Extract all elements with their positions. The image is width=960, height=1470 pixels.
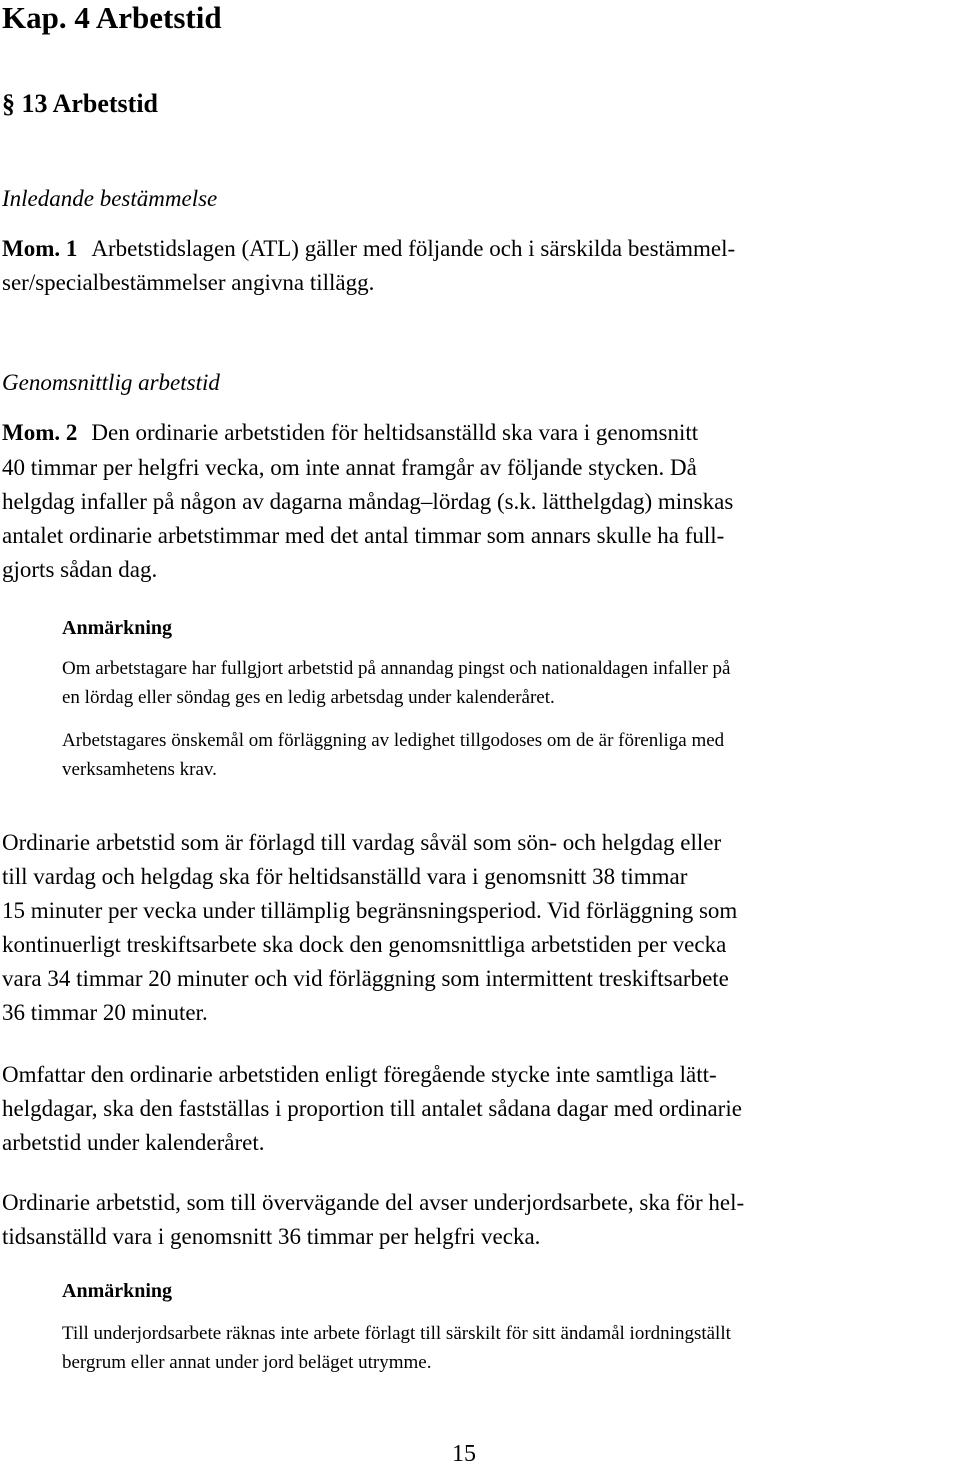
note2-p1-line-1: Till underjordsarbete räknas inte arbete förlagt till särskilt för sitt ändamål iordningställt: [62, 1323, 731, 1344]
para2-line-3: arbetstid under kalenderåret.: [2, 1130, 265, 1155]
chapter-title: Kap. 4 Arbetstid: [2, 0, 222, 35]
para3-line-1: Ordinarie arbetstid, som till övervägande del avser underjordsarbete, ska för hel-: [2, 1190, 745, 1215]
mom1-line-1: [2, 236, 735, 262]
subheading-genomsnittlig: Genomsnittlig arbetstid: [2, 370, 220, 395]
mom2-line-3: helgdag infaller på någon av dagarna måndag–lördag (s.k. lätthelgdag) minskas: [2, 489, 734, 514]
page-number: 15: [452, 1441, 476, 1467]
mom2-line-5: gjorts sådan dag.: [2, 557, 158, 582]
para2-line-2: helgdagar, ska den fastställas i proportion till antalet sådana dagar med ordinarie: [2, 1096, 742, 1121]
note2-heading: Anmärkning: [62, 1280, 173, 1302]
mom1-line-2: ser/specialbestämmelser angivna tillägg.: [2, 270, 375, 295]
para3-line-2: tidsanställd vara i genomsnitt 36 timmar per helgfri vecka.: [2, 1224, 541, 1249]
para2-line-1: Omfattar den ordinarie arbetstiden enligt föregående stycke inte samtliga lätt-: [2, 1062, 717, 1087]
section-title: § 13 Arbetstid: [2, 89, 158, 118]
mom2-text: Den ordinarie arbetstiden för heltidsanställd ska vara i genomsnitt: [91, 420, 699, 445]
note1-p2-line-2: verksamhetens krav.: [62, 759, 217, 780]
mom1-label: Mom. 1: [2, 236, 78, 261]
mom2-line-1: [2, 420, 698, 446]
note1-heading: Anmärkning: [62, 617, 173, 639]
para1-line-3: 15 minuter per vecka under tillämplig begränsningsperiod. Vid förläggning som: [2, 898, 738, 923]
para1-line-4: kontinuerligt treskiftsarbete ska dock den genomsnittliga arbetstiden per vecka: [2, 932, 727, 957]
mom2-line-2: 40 timmar per helgfri vecka, om inte annat framgår av följande stycken. Då: [2, 455, 697, 480]
note1-p1-line-1: Om arbetstagare har fullgjort arbetstid på annandag pingst och nationaldagen infaller på: [62, 658, 731, 679]
para1-line-6: 36 timmar 20 minuter.: [2, 1000, 208, 1025]
note1-p1-line-2: en lördag eller söndag ges en ledig arbetsdag under kalenderåret.: [62, 687, 555, 708]
para1-line-1: Ordinarie arbetstid som är förlagd till vardag såväl som sön- och helgdag eller: [2, 830, 722, 855]
mom2-line-4: antalet ordinarie arbetstimmar med det antal timmar som annars skulle ha full-: [2, 523, 725, 548]
subheading-inledande: Inledande bestämmelse: [2, 186, 218, 211]
note1-p2-line-1: Arbetstagares önskemål om förläggning av ledighet tillgodoses om de är förenliga med: [62, 730, 725, 751]
mom2-label: Mom. 2: [2, 420, 78, 445]
mom1-text: Arbetstidslagen (ATL) gäller med följande och i särskilda bestämmel-: [91, 236, 736, 261]
para1-line-5: vara 34 timmar 20 minuter och vid förläggning som intermittent treskiftsarbete: [2, 966, 729, 991]
para1-line-2: till vardag och helgdag ska för heltidsanställd vara i genomsnitt 38 timmar: [2, 864, 688, 889]
note2-p1-line-2: bergrum eller annat under jord beläget utrymme.: [62, 1352, 432, 1373]
